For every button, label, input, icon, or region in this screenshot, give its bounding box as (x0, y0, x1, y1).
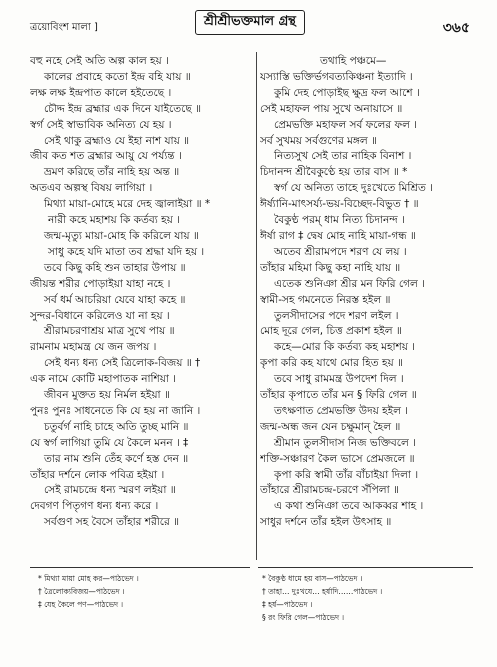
verse-line: স্বর্গ যে অনিত্য তাহে দুঃখেতে মিশ্রিত । (274, 182, 433, 195)
footnote-line: * বৈকুণ্ঠ ধামে হয় বাস—পাঠভেদ । (262, 574, 363, 583)
verse-line: শক্তি-সঞ্চারণ কৈল ভাসে প্রেমজলে ॥ (260, 452, 415, 465)
verse-line: পুনঃ পুনঃ সাধনেতে কি যে হয় না জানি । (30, 404, 201, 417)
verse-line: নিত্যসুখ সেই তার নাহিক বিনাশ । (274, 150, 412, 163)
page-header (30, 10, 470, 40)
verse-line: অতএব অল্পস্থ বিষয় লাগিয়া । (30, 182, 153, 195)
verse-line: যে স্বর্গ লাগিয়া তুমি যে কৈলে মনন । ‡ (30, 436, 189, 449)
footnote-rule-left (30, 567, 250, 568)
verse-line: চতুর্বর্গ নাহি চাহে অতি তুচ্ছ মানি ॥ (44, 420, 189, 433)
verse-line: কৃপা করি কহ যাথে মোর হিত হয় ॥ (260, 357, 403, 370)
footnote-rule-right (258, 567, 473, 568)
verse-line: তাঁহারে শ্রীরামচন্দ্র-চরণে সঁপিলা ॥ (260, 484, 399, 497)
verse-line: তবে কিছু কহি শুন তাহার উপায় ॥ (44, 261, 186, 274)
verse-line: চিদানন্দ শ্রীবৈকুণ্ঠে হয় তার বাস ॥ * (260, 166, 408, 179)
verse-line: প্রেমভক্তি মহাফল সর্ব ফলের ফল । (274, 118, 418, 131)
verse-line: সুন্দর-বিধানে করিলেও যা না হয় । (30, 309, 170, 322)
verse-line: জীবন মুক্তত হয় নির্মল হইয়া ॥ (44, 389, 170, 402)
verse-line: সেই থাকু ব্রহ্মাও যে ইহা নাশ যায় ॥ (44, 134, 190, 147)
footnote-line: † তাহা… দুঃখযে… হর্ষাদি……পাঠভেদ । (262, 587, 383, 596)
verse-line: কুমি দেহ পোড়াইছ ক্ষুদ্র ফল আশে । (274, 86, 420, 99)
verse-line: তবে সাধু রামমন্ত্র উপদেশ দিল । (274, 373, 404, 386)
verse-line: স্বর্গ সেই স্বাভাবিক অনিত্য যে হয় । (30, 118, 172, 131)
footnotes-left (38, 572, 248, 611)
verse-line: তৎক্ষণাত প্রেমভক্তি উদয় হইল । (274, 404, 409, 417)
verse-line: তাঁহার দর্শনে লোক পবিত্র হইয়া । (30, 468, 165, 481)
book-title: শ্রীশ্রীভক্তমাল গ্রন্থ (195, 10, 305, 35)
footnote-line: * মিথ্যা মায়া মোহ কর—পাঠভেদ । (38, 574, 139, 583)
verse-line: ঈর্ষ্যানি-মাৎসর্য্য-ভয়-বিচ্ছেদ-বিভুত † ॥ (260, 198, 419, 211)
verse-line: সেই ধন্য ধন্য সেই ত্রিলোক-বিজয় ॥ † (44, 357, 201, 370)
verse-line: সেই রামচন্দ্রে ধন্য স্মরণ লইয়া ॥ (44, 484, 176, 497)
page-number: ৩৬৫ (442, 20, 470, 36)
footnote-line: ‡ যেহ কৈলে পণ—পাঠভেদ । (38, 600, 124, 609)
verse-line: অতেব শ্রীরামপদে শরণ যে লয় । (274, 245, 407, 258)
verse-line: জন্ম-অন্ধ জন যেন চক্ষুমান্ হৈল ॥ (260, 420, 401, 433)
verse-line: জীব কত শত ব্রহ্মার আয়ু যে পর্য্যন্ত । (30, 150, 182, 163)
chapter-label: ত্রয়োবিংশ মালা ] (30, 22, 98, 33)
verse-line: সর্বগুণ সহ বৈসে তাঁহার শরীরে ॥ (44, 516, 180, 529)
verse-line: লক্ষ লক্ষ ইন্দ্রপাত কালে হইতেছে । (30, 86, 172, 99)
verse-line: শ্রীরামচরণাশ্রয় মাত্র সুখে পায় ॥ (44, 325, 175, 338)
verse-line: ঈর্ষা রাগ ‡ দ্বেষ মোহ নাহি মায়া-গন্ধ ॥ (260, 229, 416, 242)
verse-line: মোহ দূরে গেল, চিত্ত প্রকাশ হইল ॥ (260, 325, 402, 338)
right-verse-column (260, 54, 475, 531)
verse-line: রামনাম মহামন্ত্র যে জন জপয় । (30, 341, 157, 354)
verse-line: শ্রীমান তুলসীদাস নিজ ভক্তিবলে । (274, 436, 416, 449)
verse-line: কৃপা করি স্বামী তাঁর বাঁচাইয়া দিলা । (274, 468, 419, 481)
verse-line: জন্ম-মৃত্যু মায়া-মোহ কি করিলে যায় ॥ (44, 229, 199, 242)
verse-line: কালের প্রবাহে কতো ইন্দ্র বহি যায় ॥ (44, 70, 191, 83)
verse-line: সাধু কহে যদি মাতা তব শ্রদ্ধা যদি হয় । (48, 245, 205, 258)
footnote-line: ‡ হর্ষ—পাঠভেদ । (262, 600, 313, 609)
verse-line: সর্ব সুখময় সর্বগুণের মঙ্গল ॥ (260, 134, 377, 147)
verse-line: সাধুর দর্শনে তাঁর হইল উৎসাহ ॥ (260, 516, 392, 529)
verse-line: নারী কহে মহাশয় কি কর্তব্য হয় । (48, 214, 180, 227)
verse-line: এ কথা শুনিঞা তবে আকব্বর শাহ । (274, 500, 424, 513)
verse-line: তথাহি পঞ্চমে— (320, 55, 387, 67)
verse-line: ভ্রমণ করিছে তাঁর নাহি হয় অন্ত ॥ (44, 166, 180, 179)
verse-line: সর্ব ধর্ম আচরিয়া যেবে যাহা কহে ॥ (44, 293, 186, 306)
verse-line: তুলসীদাসের পদে শরণ লইল । (274, 309, 399, 322)
verse-line: এতেক শুনিঞা শ্রীর মন ফিরি গেল । (274, 277, 425, 290)
verse-line: যস্যাস্তি ভক্তির্ভগবত্যকিঞ্চনা ইত্যাদি । (260, 70, 413, 83)
verse-line: চৌদ্দ ইন্দ্র ব্রহ্মার এক দিনে যাইতেছে ॥ (44, 102, 202, 115)
column-divider (256, 52, 257, 560)
verse-line: তার নাম শুনি তেঁহ কর্ণে হস্ত দেন ॥ (44, 452, 189, 465)
footnotes-right (262, 572, 472, 624)
left-verse-column (30, 54, 253, 531)
verse-line: স্বামী-সহ গমনেতে নিরস্ত হইল ॥ (260, 293, 391, 306)
verse-line: এক নামে কোটি মহাপাতক নাশিয়া । (30, 373, 177, 386)
verse-line: সেই মহাফল পায় সুখে অনায়াসে ॥ (260, 102, 403, 115)
verse-line: দেবগণ পিতৃগণ ধন্য ধন্য করে । (30, 500, 159, 513)
footnote-line: † ত্রৈলোক্যবিজয়—পাঠভেদ । (38, 587, 125, 596)
verse-line: তাঁহার মহিমা কিছু কহা নাহি যায় ॥ (260, 261, 401, 274)
verse-line: জীয়ন্ত শরীর পোড়াইয়া যাহা নহে । (30, 277, 171, 290)
verse-line: কহে—মোর কি কর্তব্য কহ মহাশয় । (274, 341, 416, 354)
footnote-line: § রং ফিরি গেল—পাঠভেদ । (262, 613, 345, 622)
verse-line: মিথ্যা মায়া-মোহে মরে দেহ জ্বালাইয়া ॥ * (44, 198, 211, 211)
verse-line: বৈকুণ্ঠ পরম্ ধাম নিত্য চিদানন্দ । (274, 214, 405, 227)
verse-line: বহু নহে সেই অতি অল্প কাল হয় । (30, 55, 169, 67)
verse-line: তাঁহার কৃপাতে তাঁর মন § ফিরি গেল ॥ (260, 389, 417, 402)
